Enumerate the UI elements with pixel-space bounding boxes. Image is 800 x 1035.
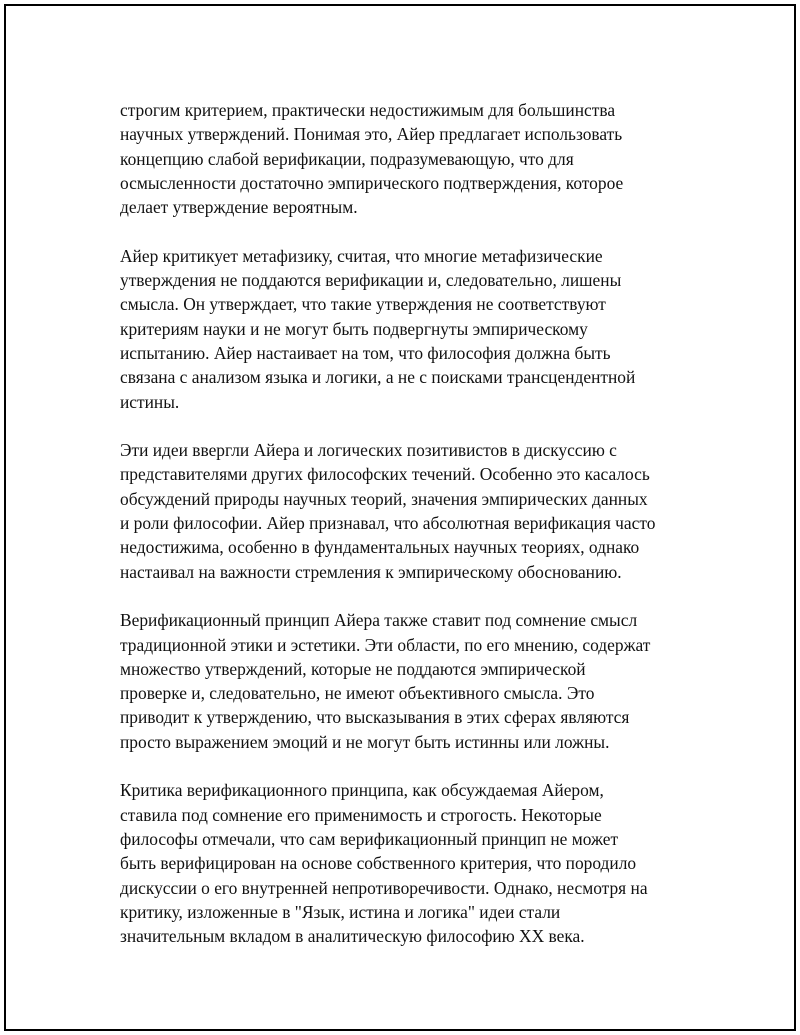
- paragraph-2: [120, 244, 710, 414]
- text-line: философы отмечали, что сам верификационный принцип не может: [120, 828, 619, 849]
- text-line: связана с анализом языка и логики, а не с поисками трансцендентной: [120, 367, 636, 388]
- text-line: Айер критикует метафизику, считая, что многие метафизические: [120, 245, 603, 266]
- text-line: традиционной этики и эстетики. Эти области, по его мнению, содержат: [120, 634, 651, 655]
- paragraph-4: [120, 608, 710, 754]
- text-line: проверке и, следовательно, не имеют объективного смысла. Это: [120, 683, 595, 704]
- text-line: критику, изложенные в "Язык, истина и логика" идеи стали: [120, 901, 561, 922]
- text-line: быть верифицирован на основе собственного критерия, что породило: [120, 853, 637, 874]
- text-line: Эти идеи ввергли Айера и логических позитивистов в дискуссию с: [120, 440, 617, 461]
- text-line: утверждения не поддаются верификации и, следовательно, лишены: [120, 270, 622, 291]
- paragraph-3: [120, 438, 710, 584]
- document-body: [120, 98, 710, 973]
- paragraph-5: [120, 778, 710, 948]
- text-line: обсуждений природы научных теорий, значения эмпирических данных: [120, 488, 648, 509]
- text-line: недостижима, особенно в фундаментальных научных теориях, однако: [120, 537, 640, 558]
- text-line: строгим критерием, практически недостижимым для большинства: [120, 100, 616, 120]
- text-line: осмысленности достаточно эмпирического подтверждения, которое: [120, 172, 624, 193]
- text-line: Верификационный принцип Айера также ставит под сомнение смысл: [120, 610, 638, 631]
- text-line: просто выражением эмоций и не могут быть истинны или ложны.: [120, 731, 610, 752]
- text-line: смысла. Он утверждает, что такие утверждения не соответствуют: [120, 294, 606, 315]
- text-line: концепцию слабой верификации, подразумевающую, что для: [120, 148, 574, 169]
- text-line: и роли философии. Айер признавал, что абсолютная верификация часто: [120, 513, 656, 534]
- text-line: делает утверждение вероятным.: [120, 197, 358, 218]
- text-line: представителями других философских течений. Особенно это касалось: [120, 464, 650, 485]
- text-line: приводит к утверждению, что высказывания в этих сферах являются: [120, 707, 630, 728]
- text-line: научных утверждений. Понимая это, Айер предлагает использовать: [120, 124, 623, 145]
- text-line: настаивал на важности стремления к эмпирическому обоснованию.: [120, 561, 622, 582]
- text-line: Критика верификационного принципа, как обсуждаемая Айером,: [120, 780, 604, 801]
- text-line: испытанию. Айер настаивает на том, что философия должна быть: [120, 342, 611, 363]
- text-line: дискуссии о его внутренней непротиворечивости. Однако, несмотря на: [120, 877, 648, 898]
- text-line: истины.: [120, 391, 180, 412]
- text-line: значительным вкладом в аналитическую философию XX века.: [120, 926, 585, 947]
- text-line: множество утверждений, которые не поддаются эмпирической: [120, 658, 586, 679]
- text-line: ставила под сомнение его применимость и строгость. Некоторые: [120, 804, 602, 825]
- text-line: критериям науки и не могут быть подвергнуты эмпирическому: [120, 318, 588, 339]
- page-frame: [4, 4, 796, 1031]
- paragraph-1: [120, 98, 710, 219]
